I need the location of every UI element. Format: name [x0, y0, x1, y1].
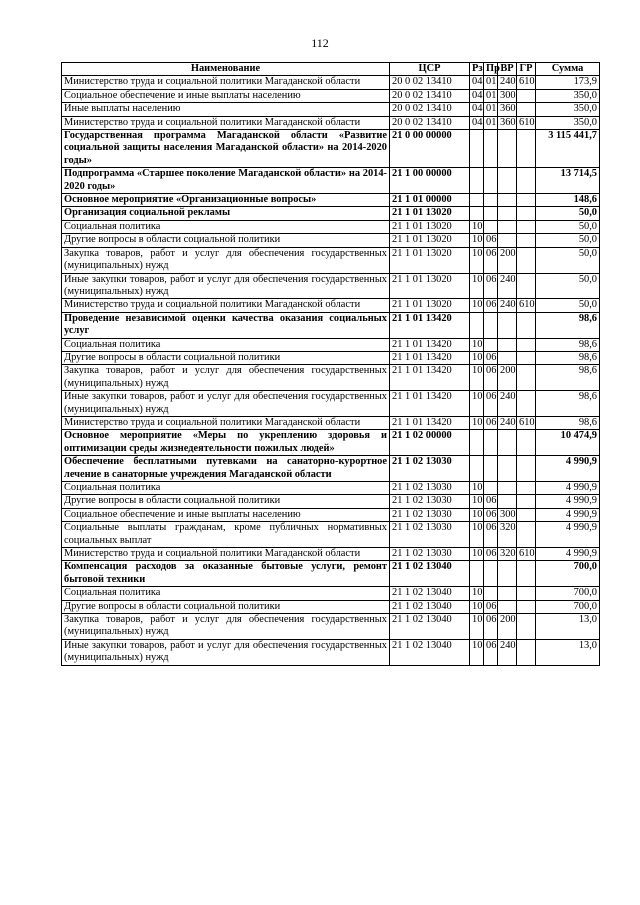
cell-name: Другие вопросы в области социальной политики [62, 351, 390, 364]
cell-pr [484, 207, 498, 220]
cell-name: Иные выплаты населению [62, 103, 390, 116]
cell-gr [517, 614, 536, 640]
cell-vr [498, 234, 517, 247]
cell-gr [517, 351, 536, 364]
cell-sum: 4 990,9 [536, 508, 600, 521]
cell-gr [517, 207, 536, 220]
cell-csr: 20 0 02 13410 [390, 116, 470, 129]
cell-gr [517, 639, 536, 665]
budget-table [61, 62, 600, 666]
cell-rz [470, 168, 484, 194]
cell-vr [498, 430, 517, 456]
table-row [62, 548, 600, 561]
cell-vr [498, 600, 517, 613]
cell-gr [517, 234, 536, 247]
table-row [62, 207, 600, 220]
cell-sum: 350,0 [536, 103, 600, 116]
cell-name: Министерство труда и социальной политики Магаданской области [62, 299, 390, 312]
cell-csr: 21 1 01 13420 [390, 391, 470, 417]
cell-gr [517, 168, 536, 194]
cell-pr [484, 194, 498, 207]
cell-pr [484, 587, 498, 600]
table-row [62, 338, 600, 351]
cell-sum: 173,9 [536, 76, 600, 89]
cell-vr [498, 194, 517, 207]
cell-name: Другие вопросы в области социальной политики [62, 600, 390, 613]
cell-rz [470, 194, 484, 207]
table-row [62, 130, 600, 168]
cell-vr [498, 482, 517, 495]
cell-vr: 240 [498, 416, 517, 429]
cell-vr: 360 [498, 116, 517, 129]
table-row [62, 600, 600, 613]
page-number: 112 [311, 36, 329, 50]
cell-csr: 21 1 01 13020 [390, 273, 470, 299]
cell-pr: 06 [484, 614, 498, 640]
cell-sum: 50,0 [536, 247, 600, 273]
cell-rz: 10 [470, 508, 484, 521]
cell-vr [498, 495, 517, 508]
cell-pr [484, 130, 498, 168]
cell-pr [484, 456, 498, 482]
table-row [62, 351, 600, 364]
header-vr: ВР [498, 63, 517, 76]
cell-rz [470, 430, 484, 456]
cell-vr [498, 130, 517, 168]
cell-name: Иные закупки товаров, работ и услуг для обеспечения государственных (муниципальных) нужд [62, 273, 390, 299]
cell-pr: 06 [484, 600, 498, 613]
cell-gr [517, 194, 536, 207]
table-row [62, 430, 600, 456]
cell-sum: 50,0 [536, 220, 600, 233]
table-row [62, 508, 600, 521]
header-csr: ЦСР [390, 63, 470, 76]
cell-pr: 06 [484, 365, 498, 391]
cell-pr [484, 220, 498, 233]
cell-rz: 10 [470, 391, 484, 417]
cell-sum: 350,0 [536, 89, 600, 102]
cell-csr: 21 0 00 00000 [390, 130, 470, 168]
cell-sum: 13 714,5 [536, 168, 600, 194]
header-rz: Рз [470, 63, 484, 76]
cell-csr: 21 1 01 13420 [390, 365, 470, 391]
table-row [62, 247, 600, 273]
cell-rz: 10 [470, 365, 484, 391]
cell-vr: 300 [498, 508, 517, 521]
cell-vr [498, 456, 517, 482]
cell-name: Другие вопросы в области социальной политики [62, 495, 390, 508]
cell-rz: 10 [470, 299, 484, 312]
cell-name: Закупка товаров, работ и услуг для обеспечения государственных (муниципальных) нужд [62, 247, 390, 273]
cell-sum: 98,6 [536, 365, 600, 391]
cell-name: Иные закупки товаров, работ и услуг для обеспечения государственных (муниципальных) нужд [62, 391, 390, 417]
cell-csr: 21 1 02 13040 [390, 639, 470, 665]
cell-rz: 10 [470, 351, 484, 364]
cell-sum: 98,6 [536, 338, 600, 351]
cell-vr: 240 [498, 299, 517, 312]
cell-csr: 21 1 02 13030 [390, 495, 470, 508]
cell-vr: 360 [498, 103, 517, 116]
cell-csr: 21 1 02 13040 [390, 614, 470, 640]
cell-vr [498, 220, 517, 233]
cell-name: Социальная политика [62, 482, 390, 495]
header-sum: Сумма [536, 63, 600, 76]
cell-name: Социальные выплаты гражданам, кроме публичных нормативных социальных выплат [62, 522, 390, 548]
cell-gr [517, 430, 536, 456]
cell-gr [517, 103, 536, 116]
cell-name: Министерство труда и социальной политики Магаданской области [62, 76, 390, 89]
table-row [62, 561, 600, 587]
cell-csr: 21 1 02 13040 [390, 561, 470, 587]
cell-csr: 21 1 02 13030 [390, 482, 470, 495]
cell-sum: 4 990,9 [536, 522, 600, 548]
cell-rz: 10 [470, 600, 484, 613]
cell-pr: 06 [484, 548, 498, 561]
cell-vr: 240 [498, 76, 517, 89]
cell-gr [517, 561, 536, 587]
cell-name: Подпрограмма «Старшее поколение Магаданской области» на 2014-2020 годы» [62, 168, 390, 194]
cell-gr [517, 130, 536, 168]
cell-name: Социальная политика [62, 220, 390, 233]
cell-pr: 01 [484, 89, 498, 102]
cell-gr: 610 [517, 416, 536, 429]
cell-rz: 10 [470, 522, 484, 548]
table-row [62, 273, 600, 299]
cell-rz: 10 [470, 639, 484, 665]
table-row [62, 587, 600, 600]
cell-pr [484, 430, 498, 456]
cell-rz [470, 456, 484, 482]
cell-rz [470, 207, 484, 220]
cell-sum: 98,6 [536, 351, 600, 364]
cell-gr [517, 600, 536, 613]
cell-sum: 50,0 [536, 299, 600, 312]
cell-name: Основное мероприятие «Организационные вопросы» [62, 194, 390, 207]
header-pr: Пр [484, 63, 498, 76]
cell-gr [517, 587, 536, 600]
cell-csr: 21 1 01 13020 [390, 247, 470, 273]
cell-csr: 21 1 00 00000 [390, 168, 470, 194]
cell-gr: 610 [517, 299, 536, 312]
cell-vr [498, 351, 517, 364]
cell-vr: 200 [498, 365, 517, 391]
table-row [62, 168, 600, 194]
cell-name: Обеспечение бесплатными путевками на санаторно-курортное лечение в санаторные учреждения Магаданской области [62, 456, 390, 482]
cell-name: Иные закупки товаров, работ и услуг для обеспечения государственных (муниципальных) нужд [62, 639, 390, 665]
cell-rz: 10 [470, 614, 484, 640]
cell-vr: 300 [498, 89, 517, 102]
cell-rz: 10 [470, 273, 484, 299]
table-row [62, 116, 600, 129]
cell-sum: 98,6 [536, 312, 600, 338]
cell-name: Министерство труда и социальной политики Магаданской области [62, 416, 390, 429]
cell-vr [498, 587, 517, 600]
cell-rz: 10 [470, 338, 484, 351]
cell-vr [498, 312, 517, 338]
cell-pr: 01 [484, 76, 498, 89]
cell-rz: 10 [470, 247, 484, 273]
cell-csr: 20 0 02 13410 [390, 76, 470, 89]
cell-name: Организация социальной рекламы [62, 207, 390, 220]
cell-rz: 10 [470, 587, 484, 600]
table-row [62, 220, 600, 233]
cell-sum: 50,0 [536, 234, 600, 247]
cell-csr: 21 1 01 13020 [390, 234, 470, 247]
cell-sum: 350,0 [536, 116, 600, 129]
table-row [62, 495, 600, 508]
cell-sum: 10 474,9 [536, 430, 600, 456]
cell-pr: 01 [484, 116, 498, 129]
table-row [62, 299, 600, 312]
cell-name: Социальное обеспечение и иные выплаты населению [62, 508, 390, 521]
cell-sum: 50,0 [536, 273, 600, 299]
cell-sum: 13,0 [536, 639, 600, 665]
table-row [62, 639, 600, 665]
cell-rz: 10 [470, 548, 484, 561]
cell-gr: 610 [517, 548, 536, 561]
cell-sum: 700,0 [536, 561, 600, 587]
cell-csr: 21 1 01 13420 [390, 351, 470, 364]
cell-gr [517, 482, 536, 495]
cell-pr [484, 338, 498, 351]
table-header-row [62, 63, 600, 76]
header-name: Наименование [62, 63, 390, 76]
cell-pr: 06 [484, 522, 498, 548]
cell-csr: 21 1 01 13020 [390, 207, 470, 220]
cell-name: Основное мероприятие «Меры по укреплению здоровья и оптимизации среды жизнедеятельности пожилых людей» [62, 430, 390, 456]
cell-rz [470, 130, 484, 168]
cell-vr: 240 [498, 273, 517, 299]
cell-gr [517, 273, 536, 299]
cell-pr [484, 168, 498, 194]
cell-name: Министерство труда и социальной политики Магаданской области [62, 548, 390, 561]
cell-rz: 04 [470, 89, 484, 102]
cell-rz: 10 [470, 416, 484, 429]
cell-gr: 610 [517, 76, 536, 89]
cell-pr: 06 [484, 273, 498, 299]
table-row [62, 614, 600, 640]
cell-vr: 240 [498, 391, 517, 417]
cell-name: Проведение независимой оценки качества оказания социальных услуг [62, 312, 390, 338]
table-row [62, 482, 600, 495]
cell-pr: 06 [484, 299, 498, 312]
cell-pr: 06 [484, 234, 498, 247]
table-row [62, 89, 600, 102]
cell-gr [517, 312, 536, 338]
cell-vr: 200 [498, 247, 517, 273]
cell-gr [517, 391, 536, 417]
cell-csr: 21 1 02 13040 [390, 600, 470, 613]
table-row [62, 76, 600, 89]
cell-vr: 240 [498, 639, 517, 665]
cell-gr [517, 365, 536, 391]
cell-gr [517, 495, 536, 508]
cell-rz: 04 [470, 76, 484, 89]
cell-sum: 3 115 441,7 [536, 130, 600, 168]
cell-vr: 320 [498, 548, 517, 561]
cell-gr: 610 [517, 116, 536, 129]
cell-rz: 10 [470, 234, 484, 247]
cell-pr: 06 [484, 495, 498, 508]
cell-rz [470, 561, 484, 587]
table-row [62, 391, 600, 417]
table-row [62, 365, 600, 391]
cell-pr [484, 312, 498, 338]
cell-vr [498, 207, 517, 220]
cell-csr: 21 1 02 13040 [390, 587, 470, 600]
cell-sum: 50,0 [536, 207, 600, 220]
cell-pr: 06 [484, 639, 498, 665]
cell-name: Государственная программа Магаданской области «Развитие социальной защиты населения Магаданской области» на 2014-2020 годы» [62, 130, 390, 168]
cell-sum: 4 990,9 [536, 482, 600, 495]
table-row [62, 312, 600, 338]
cell-csr: 20 0 02 13410 [390, 89, 470, 102]
cell-pr: 06 [484, 351, 498, 364]
cell-csr: 21 1 01 13020 [390, 220, 470, 233]
table-row [62, 416, 600, 429]
cell-rz: 10 [470, 482, 484, 495]
cell-pr: 06 [484, 391, 498, 417]
cell-name: Социальная политика [62, 338, 390, 351]
cell-gr [517, 508, 536, 521]
cell-gr [517, 220, 536, 233]
cell-csr: 21 1 01 13420 [390, 312, 470, 338]
cell-gr [517, 338, 536, 351]
cell-gr [517, 89, 536, 102]
cell-rz: 10 [470, 495, 484, 508]
header-gr: ГР [517, 63, 536, 76]
cell-name: Министерство труда и социальной политики Магаданской области [62, 116, 390, 129]
cell-name: Закупка товаров, работ и услуг для обеспечения государственных (муниципальных) нужд [62, 614, 390, 640]
cell-name: Социальное обеспечение и иные выплаты населению [62, 89, 390, 102]
cell-csr: 21 1 02 13030 [390, 456, 470, 482]
cell-sum: 4 990,9 [536, 495, 600, 508]
cell-sum: 148,6 [536, 194, 600, 207]
cell-vr [498, 561, 517, 587]
cell-pr: 06 [484, 416, 498, 429]
cell-sum: 4 990,9 [536, 456, 600, 482]
cell-pr [484, 482, 498, 495]
cell-vr: 320 [498, 522, 517, 548]
cell-name: Другие вопросы в области социальной политики [62, 234, 390, 247]
cell-csr: 21 1 02 13030 [390, 522, 470, 548]
cell-sum: 700,0 [536, 587, 600, 600]
cell-name: Социальная политика [62, 587, 390, 600]
cell-pr: 06 [484, 508, 498, 521]
cell-vr [498, 338, 517, 351]
cell-csr: 21 1 01 13420 [390, 338, 470, 351]
cell-vr [498, 168, 517, 194]
cell-gr [517, 522, 536, 548]
cell-sum: 98,6 [536, 391, 600, 417]
cell-rz [470, 312, 484, 338]
cell-vr: 200 [498, 614, 517, 640]
cell-csr: 21 1 02 13030 [390, 508, 470, 521]
cell-rz: 04 [470, 103, 484, 116]
table-row [62, 103, 600, 116]
cell-sum: 4 990,9 [536, 548, 600, 561]
cell-name: Закупка товаров, работ и услуг для обеспечения государственных (муниципальных) нужд [62, 365, 390, 391]
cell-sum: 700,0 [536, 600, 600, 613]
cell-rz: 04 [470, 116, 484, 129]
cell-pr: 06 [484, 247, 498, 273]
table-row [62, 522, 600, 548]
cell-sum: 98,6 [536, 416, 600, 429]
table-row [62, 194, 600, 207]
cell-name: Компенсация расходов за оказанные бытовые услуги, ремонт бытовой техники [62, 561, 390, 587]
cell-rz: 10 [470, 220, 484, 233]
cell-sum: 13,0 [536, 614, 600, 640]
table-row [62, 456, 600, 482]
cell-csr: 21 1 02 13030 [390, 548, 470, 561]
cell-csr: 21 1 01 13020 [390, 299, 470, 312]
cell-gr [517, 456, 536, 482]
table-row [62, 234, 600, 247]
cell-pr: 01 [484, 103, 498, 116]
cell-csr: 20 0 02 13410 [390, 103, 470, 116]
cell-csr: 21 1 02 00000 [390, 430, 470, 456]
cell-csr: 21 1 01 13420 [390, 416, 470, 429]
cell-gr [517, 247, 536, 273]
cell-pr [484, 561, 498, 587]
cell-csr: 21 1 01 00000 [390, 194, 470, 207]
